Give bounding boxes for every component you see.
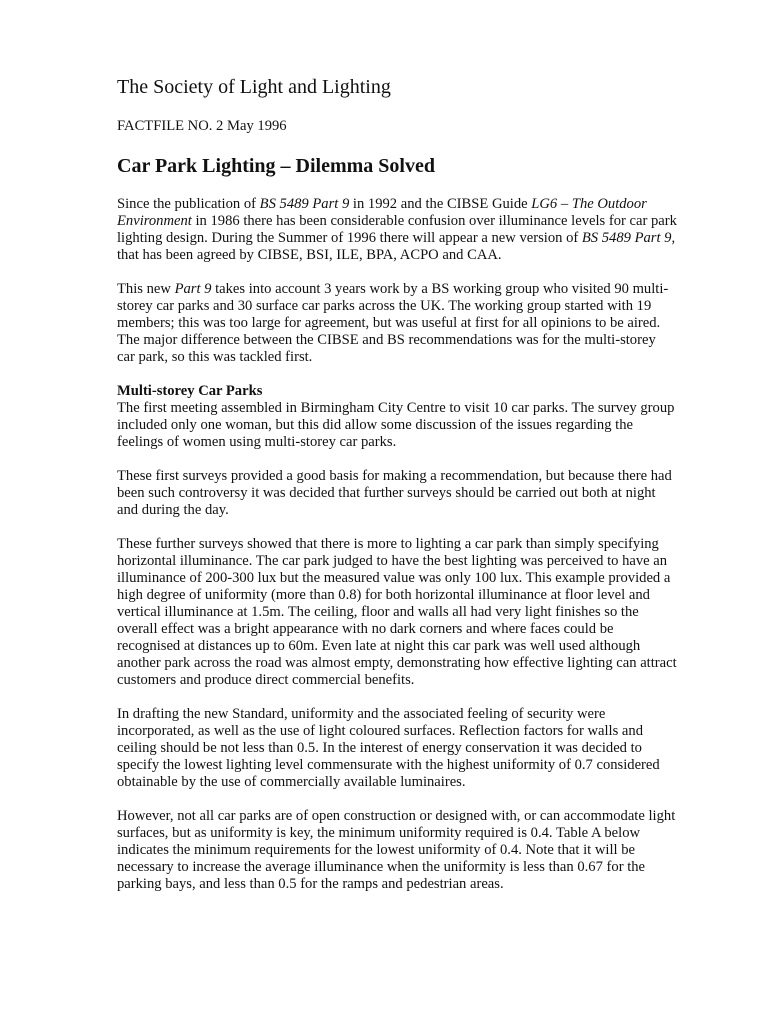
part9-text-1: This new	[117, 281, 175, 297]
further-surveys-paragraph: These further surveys showed that there is more to lighting a car park than simply specifying horizontal illuminance. The car park judged to have the best lighting was perceived to have an illuminance of 200-300 lux but the measured value was only 100 lux. This example provided a high degree of uniformity (more than 0.8) for both horizontal illuminance at floor level and vertical illuminance at 1.5m. The ceiling, floor and walls all had very light finishes so the overall effect was a bright appearance with no dark corners and where faces could be recognised at distances up to 60m. Even late at night this car park was well used although another park across the road was almost empty, demonstrating how effective lighting can attract customers and produce direct commercial benefits.	[117, 536, 677, 688]
uniformity-paragraph: However, not all car parks are of open construction or designed with, or can accommodate light surfaces, but as uniformity is key, the minimum uniformity required is 0.4. Table A below indicates the minimum requirements for the lowest uniformity of 0.4. Note that it will be necessary to increase the average illuminance when the uniformity is less than 0.67 for the parking bays, and less than 0.5 for the ramps and pedestrian areas.	[117, 808, 676, 892]
intro-text-3: in 1986 there has been considerable confusion over illuminance levels for car park lighting design. During the Summer of 1996 there will appear a new version of	[117, 213, 677, 246]
multistorey-text: The first meeting assembled in Birmingham City Centre to visit 10 car parks. The survey group included only one woman, but this did allow some discussion of the issues regarding the feelings of women using multi-storey car parks.	[117, 400, 675, 450]
intro-text-4: , that has been agreed by CIBSE, BSI, ILE, BPA, ACPO and CAA.	[117, 230, 676, 263]
surveys-paragraph: These first surveys provided a good basis for making a recommendation, but because there had been such controversy it was decided that further surveys should be carried out both at night and during the day.	[117, 468, 672, 518]
multistorey-section	[117, 383, 677, 451]
intro-text-1: Since the publication of	[117, 196, 260, 212]
section-heading-multistorey: Multi-storey Car Parks	[117, 383, 263, 399]
document-page	[117, 74, 677, 910]
organisation-title: The Society of Light and Lighting	[117, 76, 391, 98]
document-title: Car Park Lighting – Dilemma Solved	[117, 155, 435, 177]
intro-ref-bs5489-new: BS 5489 Part 9	[581, 230, 672, 246]
drafting-paragraph: In drafting the new Standard, uniformity and the associated feeling of security were incorporated, as well as the use of light coloured surfaces. Reflection factors for walls and ceiling should be not less than 0.5. In the interest of energy conservation it was decided to specify the lowest lighting level commensurate with the highest uniformity of 0.7 considered obtainable by the use of commercially available luminaires.	[117, 706, 660, 790]
factfile-line: FACTFILE NO. 2 May 1996	[117, 118, 287, 134]
part9-text-2: takes into account 3 years work by a BS working group who visited 90 multi-storey car parks and 30 surface car parks across the UK. The working group started with 19 members; this was too large for agreement, but was useful at first for all opinions to be aired. The major difference between the CIBSE and BS recommendations was for the multi-storey car park, so this was tackled first.	[117, 281, 669, 365]
intro-text-2: in 1992 and the CIBSE Guide	[349, 196, 532, 212]
part9-paragraph	[117, 281, 677, 366]
part9-ref: Part 9	[174, 281, 212, 297]
intro-ref-lg6: LG6 – The Outdoor Environment	[117, 196, 647, 229]
intro-paragraph	[117, 196, 677, 264]
intro-ref-bs5489: BS 5489 Part 9	[259, 196, 350, 212]
